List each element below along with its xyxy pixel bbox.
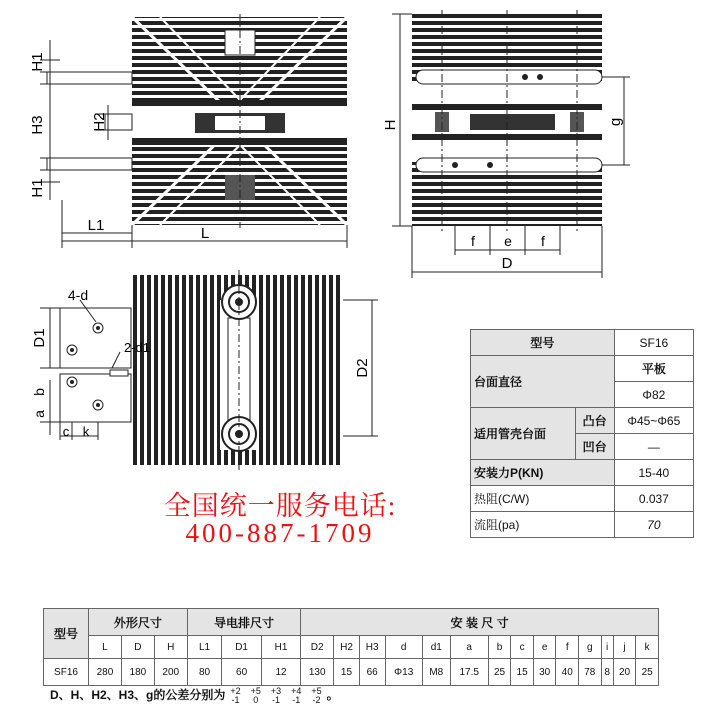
tolerance-lower: -2 bbox=[312, 694, 321, 705]
force-label: 安装力P(KN) bbox=[471, 460, 615, 486]
dim-group-install: 安 装 尺 寸 bbox=[301, 609, 659, 636]
tolerance-lower: -1 bbox=[272, 694, 281, 705]
label-4-d: 4-d bbox=[67, 287, 89, 303]
tolerance-lower: 0 bbox=[253, 694, 259, 705]
tolerance-upper: +2 bbox=[230, 685, 241, 696]
tolerance-lower: -1 bbox=[231, 694, 240, 705]
label-k: k bbox=[82, 424, 90, 439]
tolerance-value bbox=[271, 687, 281, 705]
label-L: L bbox=[200, 225, 210, 242]
tolerance-lower: -1 bbox=[292, 694, 301, 705]
flow-value: 70 bbox=[614, 512, 693, 538]
label-e: e bbox=[504, 233, 512, 249]
dim-col-header: j bbox=[613, 636, 636, 659]
thermal-value: 0.037 bbox=[614, 486, 693, 512]
flow-label: 流阻(pa) bbox=[471, 512, 615, 538]
dim-col-header: D1 bbox=[222, 636, 261, 659]
label-H: H bbox=[382, 119, 399, 131]
dim-col-header: f bbox=[556, 636, 579, 659]
contact-diameter-label: 台面直径 bbox=[471, 356, 615, 408]
label-H1-top: H1 bbox=[29, 52, 46, 72]
spec-table bbox=[470, 329, 694, 538]
dim-cell: 20 bbox=[613, 659, 636, 686]
dim-col-header: D bbox=[121, 636, 154, 659]
dim-col-header: g bbox=[578, 636, 601, 659]
dim-col-header: H bbox=[154, 636, 187, 659]
contact-type: 平板 bbox=[614, 356, 693, 382]
dim-row-model: SF16 bbox=[44, 659, 89, 686]
dim-cell: 78 bbox=[578, 659, 601, 686]
dim-cell: 60 bbox=[222, 659, 261, 686]
dim-cell: 17.5 bbox=[450, 659, 488, 686]
dim-cell: 25 bbox=[488, 659, 511, 686]
label-a: a bbox=[31, 410, 47, 418]
dim-col-header: L bbox=[89, 636, 122, 659]
convex-label: 凸台 bbox=[575, 408, 614, 434]
dim-col-header: H1 bbox=[261, 636, 300, 659]
concave-label: 凹台 bbox=[575, 434, 614, 460]
dim-col-header: b bbox=[488, 636, 511, 659]
top-view bbox=[40, 270, 378, 470]
tolerance-note bbox=[50, 686, 339, 705]
tolerance-upper: +4 bbox=[291, 685, 302, 696]
label-L1: L1 bbox=[87, 217, 105, 234]
tolerance-value bbox=[311, 687, 321, 705]
dim-col-header: H3 bbox=[359, 636, 385, 659]
dim-col-header: a bbox=[450, 636, 488, 659]
thermal-label: 热阻(C/W) bbox=[471, 486, 615, 512]
dim-col-header: L1 bbox=[187, 636, 222, 659]
spec-header-value: SF16 bbox=[614, 330, 693, 356]
tolerance-note-end: 。 bbox=[326, 688, 339, 702]
spec-header-label: 型号 bbox=[471, 330, 615, 356]
dim-cell: 12 bbox=[261, 659, 300, 686]
dim-model-header: 型号 bbox=[44, 609, 89, 659]
dim-cell: 15 bbox=[511, 659, 534, 686]
dim-cell: 280 bbox=[89, 659, 122, 686]
service-hotline-number: 400-887-1709 bbox=[185, 518, 375, 548]
service-hotline-label: 全国统一服务电话: bbox=[163, 491, 397, 521]
dim-group-outline: 外形尺寸 bbox=[89, 609, 188, 636]
dim-col-header: k bbox=[636, 636, 659, 659]
dim-col-header: H2 bbox=[334, 636, 360, 659]
tolerance-upper: +5 bbox=[311, 685, 322, 696]
dim-cell: 15 bbox=[334, 659, 360, 686]
dim-cell: 40 bbox=[556, 659, 579, 686]
tube-label: 适用管壳台面 bbox=[471, 408, 576, 460]
dim-col-header: d bbox=[385, 636, 422, 659]
concave-value: — bbox=[614, 434, 693, 460]
dim-cell: 200 bbox=[154, 659, 187, 686]
tolerance-value bbox=[230, 687, 240, 705]
label-f-left: f bbox=[471, 233, 475, 249]
dim-col-header: d1 bbox=[422, 636, 450, 659]
label-H2: H2 bbox=[91, 112, 108, 132]
dim-cell: 8 bbox=[601, 659, 613, 686]
dim-cell: 180 bbox=[121, 659, 154, 686]
dimension-table bbox=[43, 608, 659, 686]
tolerance-value bbox=[251, 687, 261, 705]
label-H1-bottom: H1 bbox=[29, 178, 46, 198]
label-D2: D2 bbox=[354, 358, 371, 378]
label-c: c bbox=[62, 424, 70, 439]
dim-col-header: D2 bbox=[301, 636, 334, 659]
label-D: D bbox=[501, 255, 513, 272]
convex-value: Φ45~Φ65 bbox=[614, 408, 693, 434]
dim-cell: 130 bbox=[301, 659, 334, 686]
label-2-d1: 2-d1 bbox=[123, 340, 151, 355]
dim-cell: 80 bbox=[187, 659, 222, 686]
tolerance-value bbox=[291, 687, 301, 705]
tolerance-note-text: D、H、H2、H3、g的公差分别为 bbox=[50, 688, 226, 702]
dim-cell: 66 bbox=[359, 659, 385, 686]
tolerance-upper: +3 bbox=[270, 685, 282, 696]
dim-col-header: c bbox=[511, 636, 534, 659]
dim-cell: M8 bbox=[422, 659, 450, 686]
dim-col-header: i bbox=[601, 636, 613, 659]
dim-cell: 25 bbox=[636, 659, 659, 686]
force-value: 15-40 bbox=[614, 460, 693, 486]
label-D1: D1 bbox=[31, 328, 48, 348]
dim-col-header: e bbox=[533, 636, 556, 659]
tolerance-upper: +5 bbox=[250, 685, 261, 696]
label-f-right: f bbox=[541, 233, 545, 249]
label-g: g bbox=[607, 117, 624, 127]
label-H3: H3 bbox=[29, 115, 46, 135]
dim-group-busbar: 导电排尺寸 bbox=[187, 609, 301, 636]
dim-cell: 30 bbox=[533, 659, 556, 686]
contact-diameter-value: Φ82 bbox=[614, 382, 693, 408]
front-view bbox=[40, 14, 347, 248]
label-b: b bbox=[31, 388, 47, 396]
dim-cell: Φ13 bbox=[385, 659, 422, 686]
